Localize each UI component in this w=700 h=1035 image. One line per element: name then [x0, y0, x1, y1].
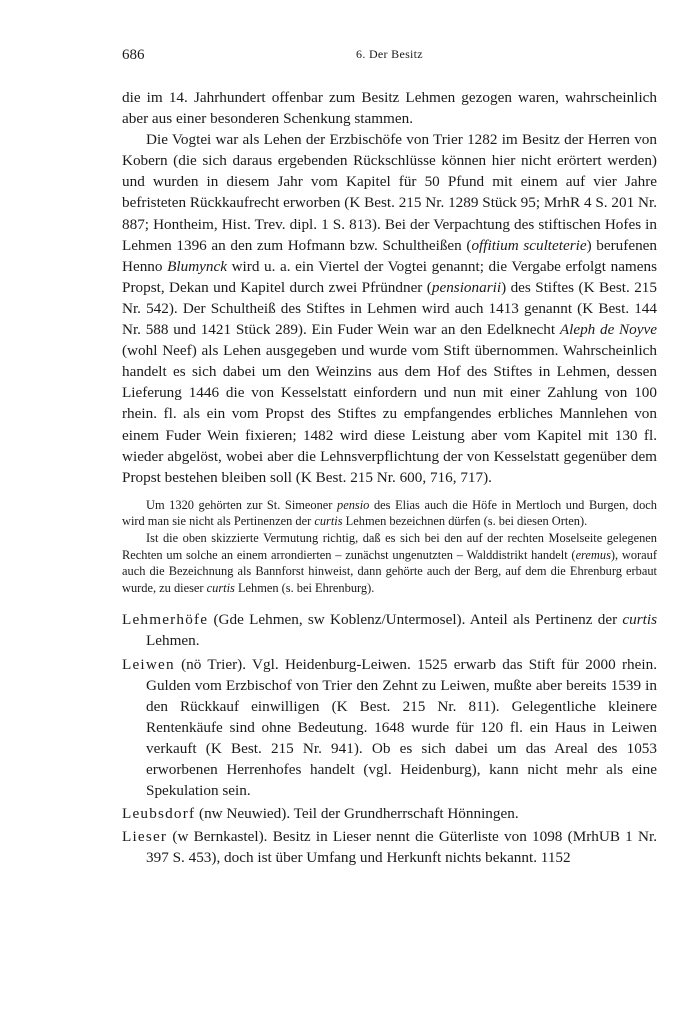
entry-lehmerhoefe: Lehmerhöfe (Gde Lehmen, sw Koblenz/Untermosel). Anteil als Pertinenz der curtis Lehmen.	[122, 611, 657, 650]
entry-leubsdorf: Leubsdorf (nw Neuwied). Teil der Grundherrschaft Hönningen.	[122, 805, 519, 823]
paragraph-continued: die im 14. Jahrhundert offenbar zum Besitz Lehmen gezogen waren, wahrscheinlich aber aus einer besonderen Schenkung stammen.	[122, 89, 657, 128]
note-paragraph-2: Ist die oben skizzierte Vermutung richtig, daß es sich bei den auf der rechten Moselseite gelegenen Rechten um solche an einem arrondierten – zunächst ungenutzten – Walddistrikt handelt (eremus), worauf auch die Bezeichnung als Bannforst hinweist, dann gehörte auch der Berg, auf dem die Ehrenburg erbaut wurde, zu dieser curtis Lehmen (s. bei Ehrenburg).	[122, 530, 657, 595]
page-number: 686	[122, 47, 145, 63]
running-title: 6. Der Besitz	[356, 47, 423, 61]
page-body	[122, 87, 657, 868]
note-paragraph-1: Um 1320 gehörten zur St. Simeoner pensio des Elias auch die Höfe in Mertloch und Burgen, doch wird man sie nicht als Pertinenzen der curtis Lehmen bezeichnen dürfen (s. bei diesen Orten).	[122, 497, 657, 529]
paragraph-vogtei: Die Vogtei war als Lehen der Erzbischöfe von Trier 1282 im Besitz der Herren von Kobern (die sich daraus ergebenden Rückschlüsse können hier nicht erörtert werden) und wurden in diesem Jahr vom Kapitel für 50 Pfund mit einem auf vier Jahre befristeten Rückkaufrecht erworben (K Best. 215 Nr. 1289 Stück 95; MrhR 4 S. 201 Nr. 887; Hontheim, Hist. Trev. dipl. 1 S. 813). Bei der Verpachtung des stiftischen Hofes in Lehmen 1396 an den zum Hofmann bzw. Schultheißen (offitium sculteterie) berufenen Henno Blumynck wird u. a. ein Viertel der Vogtei genannt; die Vergabe erfolgt namens Propst, Dekan und Kapitel durch zwei Pfründner (pensionarii) des Stiftes (K Best. 215 Nr. 542). Der Schultheiß des Stiftes in Lehmen wird auch 1413 genannt (K Best. 144 Nr. 588 und 1421 Stück 289). Ein Fuder Wein war an den Edelknecht Aleph de Noyve (wohl Neef) als Lehen ausgegeben und wurde vom Stift übernommen. Wahrscheinlich handelt es sich dabei um den Weinzins aus dem Hof des Stiftes in Lehmen, dessen Lieferung 1446 die von Kesselstatt einfordern und nun mit einer Zahlung von 100 rhein. fl. als ein vom Propst des Stiftes zu empfangendes erbliches Mannlehen von einem Fuder Wein fixieren; 1482 wird diese Leistung aber vom Kapitel mit 130 fl. wieder abgelöst, wobei aber die Lehnsverpflichtung der von Kesselstatt gegenüber dem Propst bestehen bleiben soll (K Best. 215 Nr. 600, 716, 717).	[122, 131, 657, 486]
page-header	[122, 47, 657, 69]
entry-lemma: Leubsdorf	[122, 805, 196, 823]
entry-lieser: Lieser (w Bernkastel). Besitz in Lieser nennt die Güterliste von 1098 (MrhUB 1 Nr. 397 S. 453), doch ist über Umfang und Herkunft nichts bekannt. 1152	[122, 828, 657, 867]
entry-lemma: Lieser	[122, 828, 168, 846]
entry-leiwen: Leiwen (nö Trier). Vgl. Heidenburg-Leiwen. 1525 erwarb das Stift für 2000 rhein. Gulden vom Erzbischof von Trier den Zehnt zu Leiwen, mußte aber bereits 1539 in den Rückkauf einwilligen (K Best. 215 Nr. 811). Gelegentliche kleinere Rentenkäufe sind ohne Bedeutung. 1648 wurde für 120 fl. ein Haus in Leiwen verkauft (K Best. 215 Nr. 941). Ob es sich dabei um das Areal des 1053 erworbenen Herrenhofes handelt (vgl. Heidenburg), kann nicht mehr als eine Spekulation sein.	[122, 655, 657, 800]
entry-lemma: Lehmerhöfe	[122, 611, 209, 629]
entry-lemma: Leiwen	[122, 655, 175, 673]
